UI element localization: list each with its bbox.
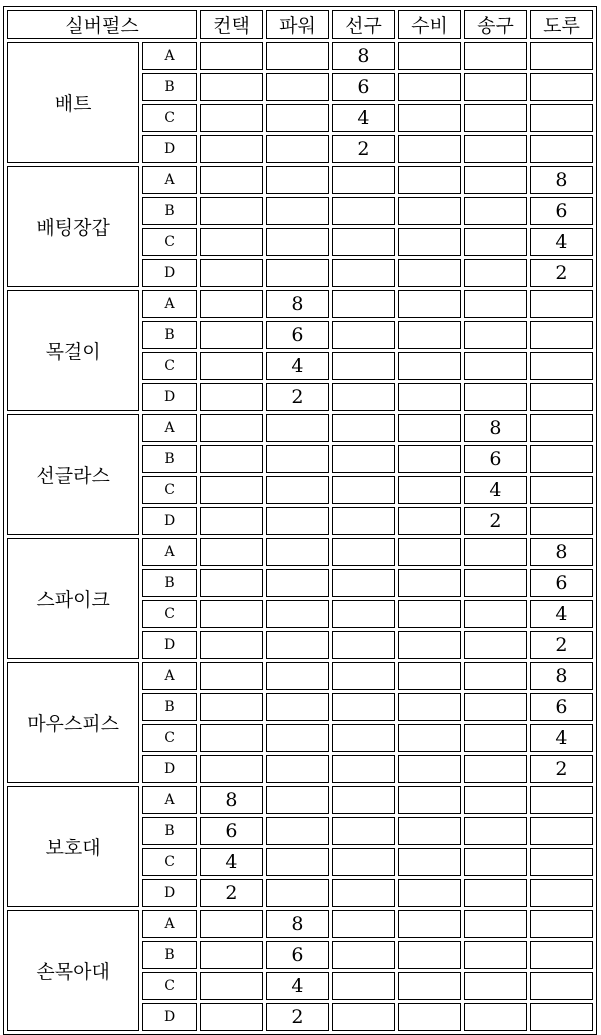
stat-cell xyxy=(398,600,461,628)
grade-cell: D xyxy=(142,631,197,659)
grade-cell: D xyxy=(142,879,197,907)
stat-cell xyxy=(530,383,593,411)
stat-cell xyxy=(200,321,263,349)
stat-cell xyxy=(530,135,593,163)
stat-cell: 4 xyxy=(530,228,593,256)
stat-cell xyxy=(266,166,329,194)
stat-cell xyxy=(266,848,329,876)
column-header: 도루 xyxy=(530,10,593,39)
stat-cell xyxy=(464,848,527,876)
stat-cell xyxy=(398,662,461,690)
stat-cell xyxy=(530,290,593,318)
stat-cell xyxy=(266,879,329,907)
stat-cell: 4 xyxy=(464,476,527,504)
stat-cell xyxy=(200,631,263,659)
stat-cell xyxy=(398,1003,461,1031)
stat-cell xyxy=(332,724,395,752)
stat-cell xyxy=(398,290,461,318)
table-body xyxy=(7,10,593,1031)
stat-cell xyxy=(398,817,461,845)
table-row xyxy=(7,538,593,566)
table-row xyxy=(7,290,593,318)
stat-cell: 8 xyxy=(530,662,593,690)
stat-cell xyxy=(266,259,329,287)
stat-cell xyxy=(332,166,395,194)
stat-cell xyxy=(464,662,527,690)
table-row xyxy=(7,42,593,70)
stat-cell xyxy=(200,600,263,628)
stat-cell xyxy=(332,600,395,628)
grade-cell: A xyxy=(142,290,197,318)
stat-cell xyxy=(200,197,263,225)
stat-cell xyxy=(332,507,395,535)
stat-cell xyxy=(398,786,461,814)
stat-cell xyxy=(266,42,329,70)
stat-cell xyxy=(464,135,527,163)
stat-cell xyxy=(398,724,461,752)
stat-cell: 8 xyxy=(266,910,329,938)
stat-cell xyxy=(200,352,263,380)
stat-cell xyxy=(332,693,395,721)
stat-cell: 6 xyxy=(332,73,395,101)
stat-cell xyxy=(266,631,329,659)
stat-cell xyxy=(200,569,263,597)
stat-cell xyxy=(266,197,329,225)
stat-cell xyxy=(530,73,593,101)
stat-cell xyxy=(332,631,395,659)
stat-cell xyxy=(398,42,461,70)
stat-cell: 6 xyxy=(530,693,593,721)
stat-cell xyxy=(266,662,329,690)
stat-cell xyxy=(398,910,461,938)
stat-cell xyxy=(200,538,263,566)
stat-cell xyxy=(200,476,263,504)
stat-cell xyxy=(332,414,395,442)
stat-cell xyxy=(200,166,263,194)
stat-cell xyxy=(200,259,263,287)
stat-cell: 6 xyxy=(530,569,593,597)
stat-cell xyxy=(200,755,263,783)
stat-cell: 8 xyxy=(266,290,329,318)
stat-cell xyxy=(464,73,527,101)
stat-cell: 6 xyxy=(530,197,593,225)
stat-cell xyxy=(398,383,461,411)
stat-cell xyxy=(398,321,461,349)
stat-cell xyxy=(200,1003,263,1031)
grade-cell: B xyxy=(142,197,197,225)
stat-cell xyxy=(266,724,329,752)
column-header: 선구 xyxy=(332,10,395,39)
stat-cell xyxy=(266,507,329,535)
stat-cell xyxy=(332,321,395,349)
stat-cell xyxy=(464,321,527,349)
table-row xyxy=(7,786,593,814)
stat-cell xyxy=(200,941,263,969)
grade-cell: D xyxy=(142,1003,197,1031)
stat-cell xyxy=(332,879,395,907)
table-title: 실버펄스 xyxy=(7,10,197,39)
stat-cell xyxy=(332,848,395,876)
stat-cell xyxy=(530,414,593,442)
stat-cell xyxy=(464,166,527,194)
stat-cell xyxy=(464,197,527,225)
grade-cell: D xyxy=(142,383,197,411)
stat-cell: 2 xyxy=(464,507,527,535)
stat-cell xyxy=(464,1003,527,1031)
stat-cell xyxy=(464,786,527,814)
column-header: 파워 xyxy=(266,10,329,39)
stat-cell: 4 xyxy=(266,352,329,380)
stat-cell xyxy=(464,42,527,70)
table-row xyxy=(7,166,593,194)
stat-cell: 4 xyxy=(266,972,329,1000)
stat-cell xyxy=(530,104,593,132)
stat-cell xyxy=(398,631,461,659)
stat-cell: 6 xyxy=(266,321,329,349)
grade-cell: B xyxy=(142,693,197,721)
stat-cell xyxy=(200,662,263,690)
stat-cell xyxy=(200,73,263,101)
stat-cell xyxy=(398,414,461,442)
grade-cell: A xyxy=(142,910,197,938)
equipment-stat-table xyxy=(3,6,597,1035)
stat-cell xyxy=(464,569,527,597)
stat-cell xyxy=(266,135,329,163)
grade-cell: B xyxy=(142,445,197,473)
grade-cell: A xyxy=(142,538,197,566)
stat-cell xyxy=(332,445,395,473)
stat-cell xyxy=(530,941,593,969)
stat-cell xyxy=(200,383,263,411)
stat-cell xyxy=(200,414,263,442)
stat-cell xyxy=(398,352,461,380)
stat-cell xyxy=(398,693,461,721)
stat-cell xyxy=(530,1003,593,1031)
stat-cell xyxy=(530,817,593,845)
stat-cell xyxy=(530,352,593,380)
stat-cell xyxy=(464,972,527,1000)
stat-cell xyxy=(200,507,263,535)
stat-cell xyxy=(464,538,527,566)
item-name: 손목아대 xyxy=(7,910,139,1031)
stat-cell xyxy=(530,910,593,938)
grade-cell: D xyxy=(142,259,197,287)
stat-cell xyxy=(464,910,527,938)
stat-cell xyxy=(398,941,461,969)
stat-cell xyxy=(464,228,527,256)
grade-cell: C xyxy=(142,352,197,380)
stat-cell xyxy=(266,569,329,597)
stat-cell xyxy=(332,662,395,690)
stat-cell xyxy=(398,507,461,535)
grade-cell: D xyxy=(142,135,197,163)
stat-cell xyxy=(530,507,593,535)
stat-cell xyxy=(266,445,329,473)
grade-cell: B xyxy=(142,817,197,845)
item-name: 선글라스 xyxy=(7,414,139,535)
stat-cell xyxy=(398,73,461,101)
stat-cell: 2 xyxy=(530,259,593,287)
stat-cell xyxy=(332,383,395,411)
stat-cell: 4 xyxy=(530,600,593,628)
stat-cell xyxy=(464,693,527,721)
stat-cell xyxy=(332,972,395,1000)
grade-cell: A xyxy=(142,662,197,690)
item-name: 보호대 xyxy=(7,786,139,907)
item-name: 배팅장갑 xyxy=(7,166,139,287)
stat-cell xyxy=(200,693,263,721)
stat-cell: 2 xyxy=(266,383,329,411)
stat-cell xyxy=(530,42,593,70)
stat-cell xyxy=(464,724,527,752)
stat-cell xyxy=(398,476,461,504)
item-name: 스파이크 xyxy=(7,538,139,659)
stat-cell xyxy=(332,817,395,845)
stat-cell xyxy=(200,972,263,1000)
stat-cell xyxy=(266,600,329,628)
stat-cell xyxy=(332,569,395,597)
stat-cell xyxy=(332,755,395,783)
stat-cell: 8 xyxy=(530,538,593,566)
stat-cell xyxy=(464,104,527,132)
stat-cell xyxy=(332,786,395,814)
stat-cell xyxy=(530,972,593,1000)
stat-cell xyxy=(398,104,461,132)
grade-cell: D xyxy=(142,507,197,535)
stat-cell: 2 xyxy=(200,879,263,907)
stat-cell xyxy=(266,414,329,442)
grade-cell: C xyxy=(142,848,197,876)
stat-cell: 2 xyxy=(530,755,593,783)
stat-cell xyxy=(398,228,461,256)
stat-cell xyxy=(332,538,395,566)
stat-cell xyxy=(200,445,263,473)
stat-cell: 8 xyxy=(530,166,593,194)
stat-cell xyxy=(266,104,329,132)
table-row xyxy=(7,662,593,690)
stat-cell: 4 xyxy=(332,104,395,132)
stat-cell xyxy=(266,228,329,256)
stat-cell: 2 xyxy=(266,1003,329,1031)
stat-cell xyxy=(266,786,329,814)
stat-cell: 2 xyxy=(332,135,395,163)
stat-cell xyxy=(464,290,527,318)
item-name: 배트 xyxy=(7,42,139,163)
stat-cell xyxy=(266,476,329,504)
stat-cell: 8 xyxy=(464,414,527,442)
stat-cell: 6 xyxy=(266,941,329,969)
grade-cell: C xyxy=(142,104,197,132)
stat-cell xyxy=(332,228,395,256)
item-name: 마우스피스 xyxy=(7,662,139,783)
column-header: 송구 xyxy=(464,10,527,39)
stat-cell xyxy=(266,538,329,566)
stat-cell: 6 xyxy=(464,445,527,473)
table-row xyxy=(7,414,593,442)
stat-cell xyxy=(266,693,329,721)
stat-cell xyxy=(464,259,527,287)
grade-cell: A xyxy=(142,786,197,814)
stat-cell xyxy=(200,724,263,752)
stat-cell xyxy=(530,786,593,814)
grade-cell: B xyxy=(142,941,197,969)
column-header: 수비 xyxy=(398,10,461,39)
stat-cell xyxy=(464,631,527,659)
stat-cell: 8 xyxy=(332,42,395,70)
stat-cell xyxy=(464,352,527,380)
stat-cell xyxy=(530,848,593,876)
stat-cell: 2 xyxy=(530,631,593,659)
stat-cell xyxy=(200,135,263,163)
stat-cell xyxy=(464,879,527,907)
grade-cell: A xyxy=(142,414,197,442)
stat-cell xyxy=(530,321,593,349)
stat-cell xyxy=(398,848,461,876)
stat-cell xyxy=(464,383,527,411)
header-row xyxy=(7,10,593,39)
stat-cell xyxy=(200,910,263,938)
grade-cell: C xyxy=(142,972,197,1000)
stat-cell xyxy=(530,445,593,473)
grade-cell: B xyxy=(142,569,197,597)
stat-cell xyxy=(398,197,461,225)
table-row xyxy=(7,910,593,938)
grade-cell: D xyxy=(142,755,197,783)
stat-cell xyxy=(332,1003,395,1031)
grade-cell: C xyxy=(142,600,197,628)
stat-cell xyxy=(398,135,461,163)
stat-cell xyxy=(398,166,461,194)
stat-cell: 8 xyxy=(200,786,263,814)
stat-cell xyxy=(464,600,527,628)
grade-cell: C xyxy=(142,724,197,752)
grade-cell: C xyxy=(142,228,197,256)
grade-cell: B xyxy=(142,321,197,349)
grade-cell: A xyxy=(142,42,197,70)
stat-cell xyxy=(398,569,461,597)
stat-cell xyxy=(332,941,395,969)
stat-cell xyxy=(332,259,395,287)
stat-cell xyxy=(332,197,395,225)
stat-cell xyxy=(332,476,395,504)
stat-cell xyxy=(464,941,527,969)
stat-cell: 4 xyxy=(530,724,593,752)
stat-cell xyxy=(530,879,593,907)
stat-cell xyxy=(464,755,527,783)
grade-cell: B xyxy=(142,73,197,101)
stat-cell: 4 xyxy=(200,848,263,876)
grade-cell: A xyxy=(142,166,197,194)
stat-cell xyxy=(200,42,263,70)
stat-cell xyxy=(398,879,461,907)
stat-cell xyxy=(266,755,329,783)
stat-cell xyxy=(398,972,461,1000)
stat-cell xyxy=(200,228,263,256)
stat-cell xyxy=(200,290,263,318)
stat-cell xyxy=(332,352,395,380)
stat-cell xyxy=(200,104,263,132)
stat-cell xyxy=(266,817,329,845)
column-header: 컨택 xyxy=(200,10,263,39)
stat-cell xyxy=(398,445,461,473)
stat-cell xyxy=(332,290,395,318)
stat-cell xyxy=(398,755,461,783)
stat-cell xyxy=(530,476,593,504)
stat-cell xyxy=(266,73,329,101)
stat-cell xyxy=(398,538,461,566)
stat-cell: 6 xyxy=(200,817,263,845)
stat-cell xyxy=(398,259,461,287)
item-name: 목걸이 xyxy=(7,290,139,411)
stat-cell xyxy=(464,817,527,845)
grade-cell: C xyxy=(142,476,197,504)
stat-cell xyxy=(332,910,395,938)
